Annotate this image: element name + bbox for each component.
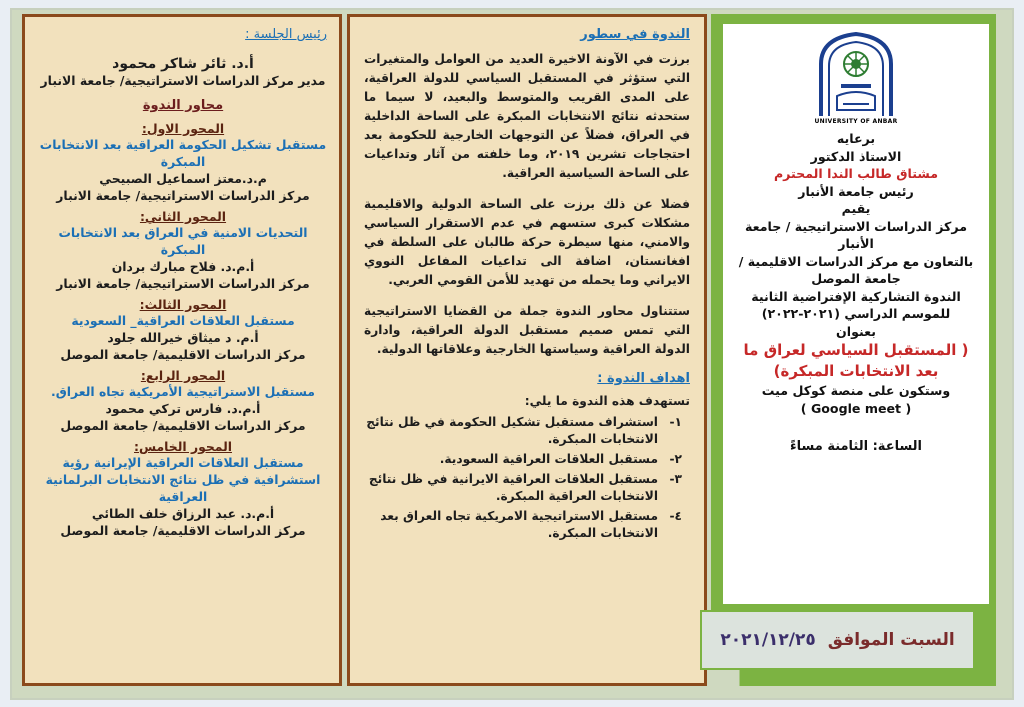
axis-2 — [39, 209, 327, 292]
axes-heading: محاور الندوة — [142, 98, 224, 113]
goal-item — [364, 451, 690, 468]
sponsor-line: الاستاذ الدكتور — [810, 148, 902, 164]
platform-line: وستكون على منصة كوكل ميت — [761, 383, 951, 398]
axis-affiliation: مركز الدراسات الاقليمية/ جامعة الموصل — [60, 347, 306, 362]
sponsor-line: مركز الدراسات الاستراتيجية / جامعة الأنبار — [744, 218, 968, 251]
axis-title: التحديات الامنية في العراق بعد الانتخابات المبكرة — [58, 225, 308, 257]
axis-label: المحور الاول: — [141, 121, 225, 136]
sponsor-line: بعنوان — [836, 323, 876, 339]
axis-speaker: أ.م.د. فلاح مبارك بردان — [111, 259, 255, 274]
overview-panel — [347, 14, 707, 686]
sponsor-line: الندوة التشاركية الإفتراضية الثانية — [751, 288, 961, 304]
axis-speaker: أ.م.د. فارس تركي محمود — [105, 401, 261, 416]
axis-label: المحور الخامس: — [134, 439, 232, 454]
overview-paragraph-1: برزت في الآونة الاخيرة العديد من العوامل والمتغيرات التي ستؤثر في المستقبل السياسي للدولة العراقية، على المدى القريب والمتوسط والبعيد، لا سيما ما ستحدثه نتائج الانتخابات المبكرة على الساحة الداخلية في العراق، فضلاً عن التوجهات الخارجية للحكومة بعد احتجاجات تشرين ٢٠١٩، وما خلفته من آثار وتداعيات على الساحة السياسية العراقية. — [364, 52, 690, 180]
date-value: ٢٠٢١/١٢/٢٥ — [720, 630, 816, 650]
axis-5 — [39, 439, 327, 539]
sponsor-line: رئيس جامعة الأنبار — [798, 183, 914, 199]
axis-title: مستقبل العلاقات العراقية الإيرانية رؤية استشرافية في ظل نتائج الانتخابات البرلمانية العراقية — [45, 455, 321, 504]
date-box — [700, 610, 975, 670]
axis-4 — [39, 368, 327, 434]
axis-affiliation: مركز الدراسات الاقليمية/ جامعة الموصل — [60, 523, 306, 538]
goal-text: مستقبل العلاقات العراقية السعودية. — [439, 452, 658, 466]
goal-number: ١- — [669, 415, 682, 429]
president-name: مشتاق طالب الندا المحترم — [773, 166, 939, 181]
axis-1 — [39, 121, 327, 204]
sponsor-line: بالتعاون مع مركز الدراسات الاقليمية / جامعة الموصل — [738, 253, 974, 286]
goal-text: مستقبل الاستراتيجية الامريكية تجاه العراق بعد الانتخابات المبكرة. — [380, 509, 658, 540]
seminar-title: ( المستقبل السياسي لعراق ما بعد الانتخابات المبكرة) — [743, 341, 969, 380]
session-panel — [22, 14, 342, 686]
platform-line: ( Google meet ) — [800, 400, 912, 416]
sponsor-line: يقيم — [841, 201, 871, 216]
axis-title: مستقبل الاستراتيجية الأمريكية تجاه العراق. — [51, 384, 315, 399]
seminar-time: الساعة: الثامنة مساءً — [789, 439, 923, 454]
university-logo-icon — [811, 30, 901, 126]
goal-item — [364, 471, 690, 505]
axis-label: المحور الثاني: — [139, 209, 227, 224]
chair-name: أ.د. ثائر شاكر محمود — [112, 56, 254, 72]
overview-heading: الندوة في سطور — [580, 27, 690, 42]
axis-speaker: أ.م. د ميثاق خيرالله جلود — [107, 330, 259, 345]
chair-affiliation: مدير مركز الدراسات الاستراتيجية/ جامعة الانبار — [40, 73, 326, 88]
goal-text: استشراف مستقبل تشكيل الحكومة في ظل نتائج الانتخابات المبكرة. — [366, 415, 658, 446]
goal-number: ٤- — [669, 509, 682, 523]
axis-affiliation: مركز الدراسات الاستراتيجية/ جامعة الانبار — [56, 188, 310, 203]
goal-number: ٣- — [669, 472, 682, 486]
date-label: السبت الموافق — [827, 630, 955, 650]
goal-text: مستقبل العلاقات العراقية الايرانية في ظل نتائج الانتخابات العراقية المبكرة. — [368, 472, 658, 503]
goal-item — [364, 414, 690, 448]
sponsor-panel — [723, 24, 989, 604]
goals-heading: اهداف الندوة : — [597, 371, 690, 386]
axis-3 — [39, 297, 327, 363]
axis-affiliation: مركز الدراسات الاستراتيجية/ جامعة الانبار — [56, 276, 310, 291]
overview-paragraph-2: فضلا عن ذلك برزت على الساحة الدولية والاقليمية مشكلات كبرى ستسهم في عدم الاستقرار السياسي والامني، منها سيطرة حركة طالبان على السلطة في افغانستان، اضافة الى تداعيات المفاعل النووي الايراني وما يحمله من تهديد للأمن القومي العربي. — [364, 197, 690, 287]
sponsor-line: برعايه — [836, 131, 876, 146]
chair-heading: رئيس الجلسة : — [245, 27, 327, 42]
axis-label: المحور الثالث: — [139, 297, 227, 312]
axis-label: المحور الرابع: — [140, 368, 226, 383]
goal-item — [364, 508, 690, 542]
axis-title: مستقبل تشكيل الحكومة العراقية بعد الانتخابات المبكرة — [39, 137, 327, 169]
axis-affiliation: مركز الدراسات الاقليمية/ جامعة الموصل — [60, 418, 306, 433]
axis-speaker: م.د.معتز اسماعيل الصبيحي — [99, 171, 267, 186]
overview-paragraph-3: ستتناول محاور الندوة جملة من القضايا الاستراتيجية التي تمس صميم مستقبل الدولة العراقية، وادارة الدولة العراقية وسياستها الخارجية وعلاقاتها الدولية. — [364, 304, 690, 356]
axis-title: مستقبل العلاقات العراقية_ السعودية — [71, 313, 295, 328]
logo-text: UNIVERSITY OF ANBAR — [814, 118, 898, 125]
sponsor-line: للموسم الدراسي (٢٠٢١-٢٠٢٢) — [761, 306, 951, 321]
goal-number: ٢- — [669, 452, 682, 466]
axis-speaker: أ.م.د. عبد الرزاق خلف الطائي — [91, 506, 275, 521]
goals-intro: تستهدف هذه الندوة ما يلي: — [524, 394, 690, 408]
